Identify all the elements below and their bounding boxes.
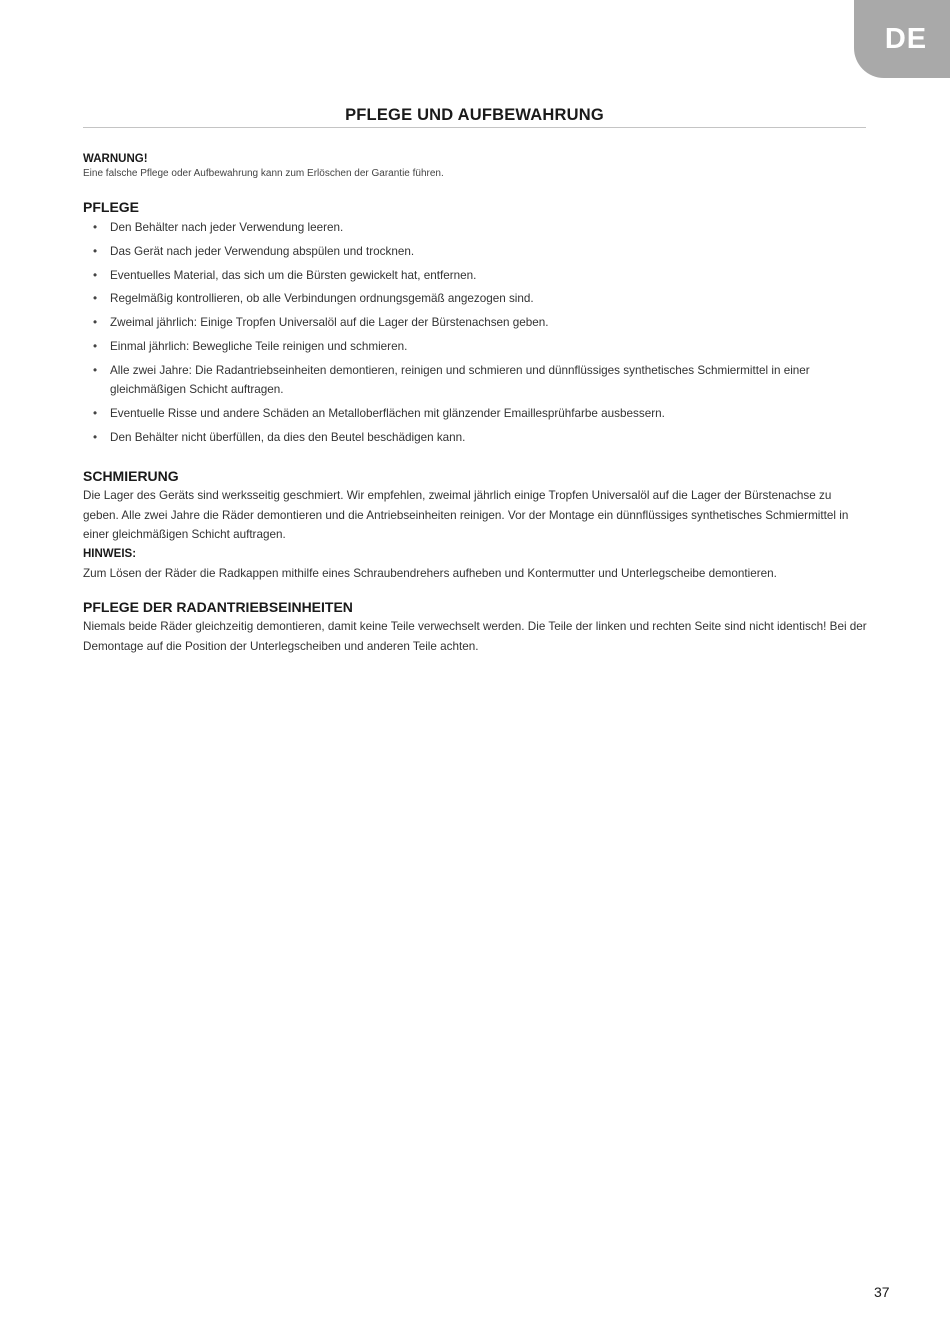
warning-label: WARNUNG! <box>83 153 148 165</box>
list-item: • Einmal jährlich: Bewegliche Teile reinigen und schmieren. <box>83 337 868 357</box>
page-number: 37 <box>874 1284 890 1300</box>
section-heading-schmierung: SCHMIERUNG <box>83 468 179 485</box>
list-item: • Den Behälter nach jeder Verwendung leeren. <box>83 218 868 238</box>
hinweis-label: HINWEIS: <box>83 547 137 560</box>
list-item: • Regelmäßig kontrollieren, ob alle Verbindungen ordnungsgemäß angezogen sind. <box>83 289 868 309</box>
list-item: • Eventuelle Risse und andere Schäden an Metalloberflächen mit glänzender Emaillesprühfarbe ausbessern. <box>83 404 868 424</box>
section-heading-pflege: PFLEGE <box>83 199 140 215</box>
page-content <box>83 152 868 656</box>
section-heading-radantrieb: PFLEGE DER RADANTRIEBSEINHEITEN <box>83 599 353 616</box>
list-item: • Den Behälter nicht überfüllen, da dies den Beutel beschädigen kann. <box>83 428 868 448</box>
language-tab: DE <box>854 0 950 78</box>
warning-block <box>83 152 868 180</box>
list-item: • Alle zwei Jahre: Die Radantriebseinheiten demontieren, reinigen und schmieren und dünnflüssiges synthetisches Schmiermittel in einer gleichmäßigen Schicht auftragen. <box>83 361 868 400</box>
pflege-list <box>83 218 868 447</box>
warning-text: Eine falsche Pflege oder Aufbewahrung kann zum Erlöschen der Garantie führen. <box>83 168 444 179</box>
hinweis-text: Zum Lösen der Räder die Radkappen mithilfe eines Schraubendrehers aufheben und Kontermutter und Unterlegscheibe demontieren. <box>83 566 777 580</box>
list-item: • Das Gerät nach jeder Verwendung abspülen und trocknen. <box>83 242 868 262</box>
list-item: • Eventuelles Material, das sich um die Bürsten gewickelt hat, entfernen. <box>83 266 868 286</box>
radantrieb-text: Niemals beide Räder gleichzeitig demontieren, damit keine Teile verwechselt werden. Die Teile der linken und rechten Seite sind nicht identisch! Bei der Demontage auf die Position der Unterlegscheiben und anderen Teile achten. <box>83 620 867 653</box>
list-item: • Zweimal jährlich: Einige Tropfen Universalöl auf die Lager der Bürstenachsen geben. <box>83 313 868 333</box>
page-title: PFLEGE UND AUFBEWAHRUNG <box>345 106 604 124</box>
title-divider <box>83 127 866 128</box>
schmierung-text: Die Lager des Geräts sind werksseitig geschmiert. Wir empfehlen, zweimal jährlich einige Tropfen Universalöl auf die Lager der Bürstenachse zu geben. Alle zwei Jahre die Räder demontieren und die Antriebseinheiten reinigen. Vor der Montage ein dünnflüssiges synthetisches Schmiermittel in einer gleichmäßigen Schicht auftragen. <box>83 489 849 542</box>
